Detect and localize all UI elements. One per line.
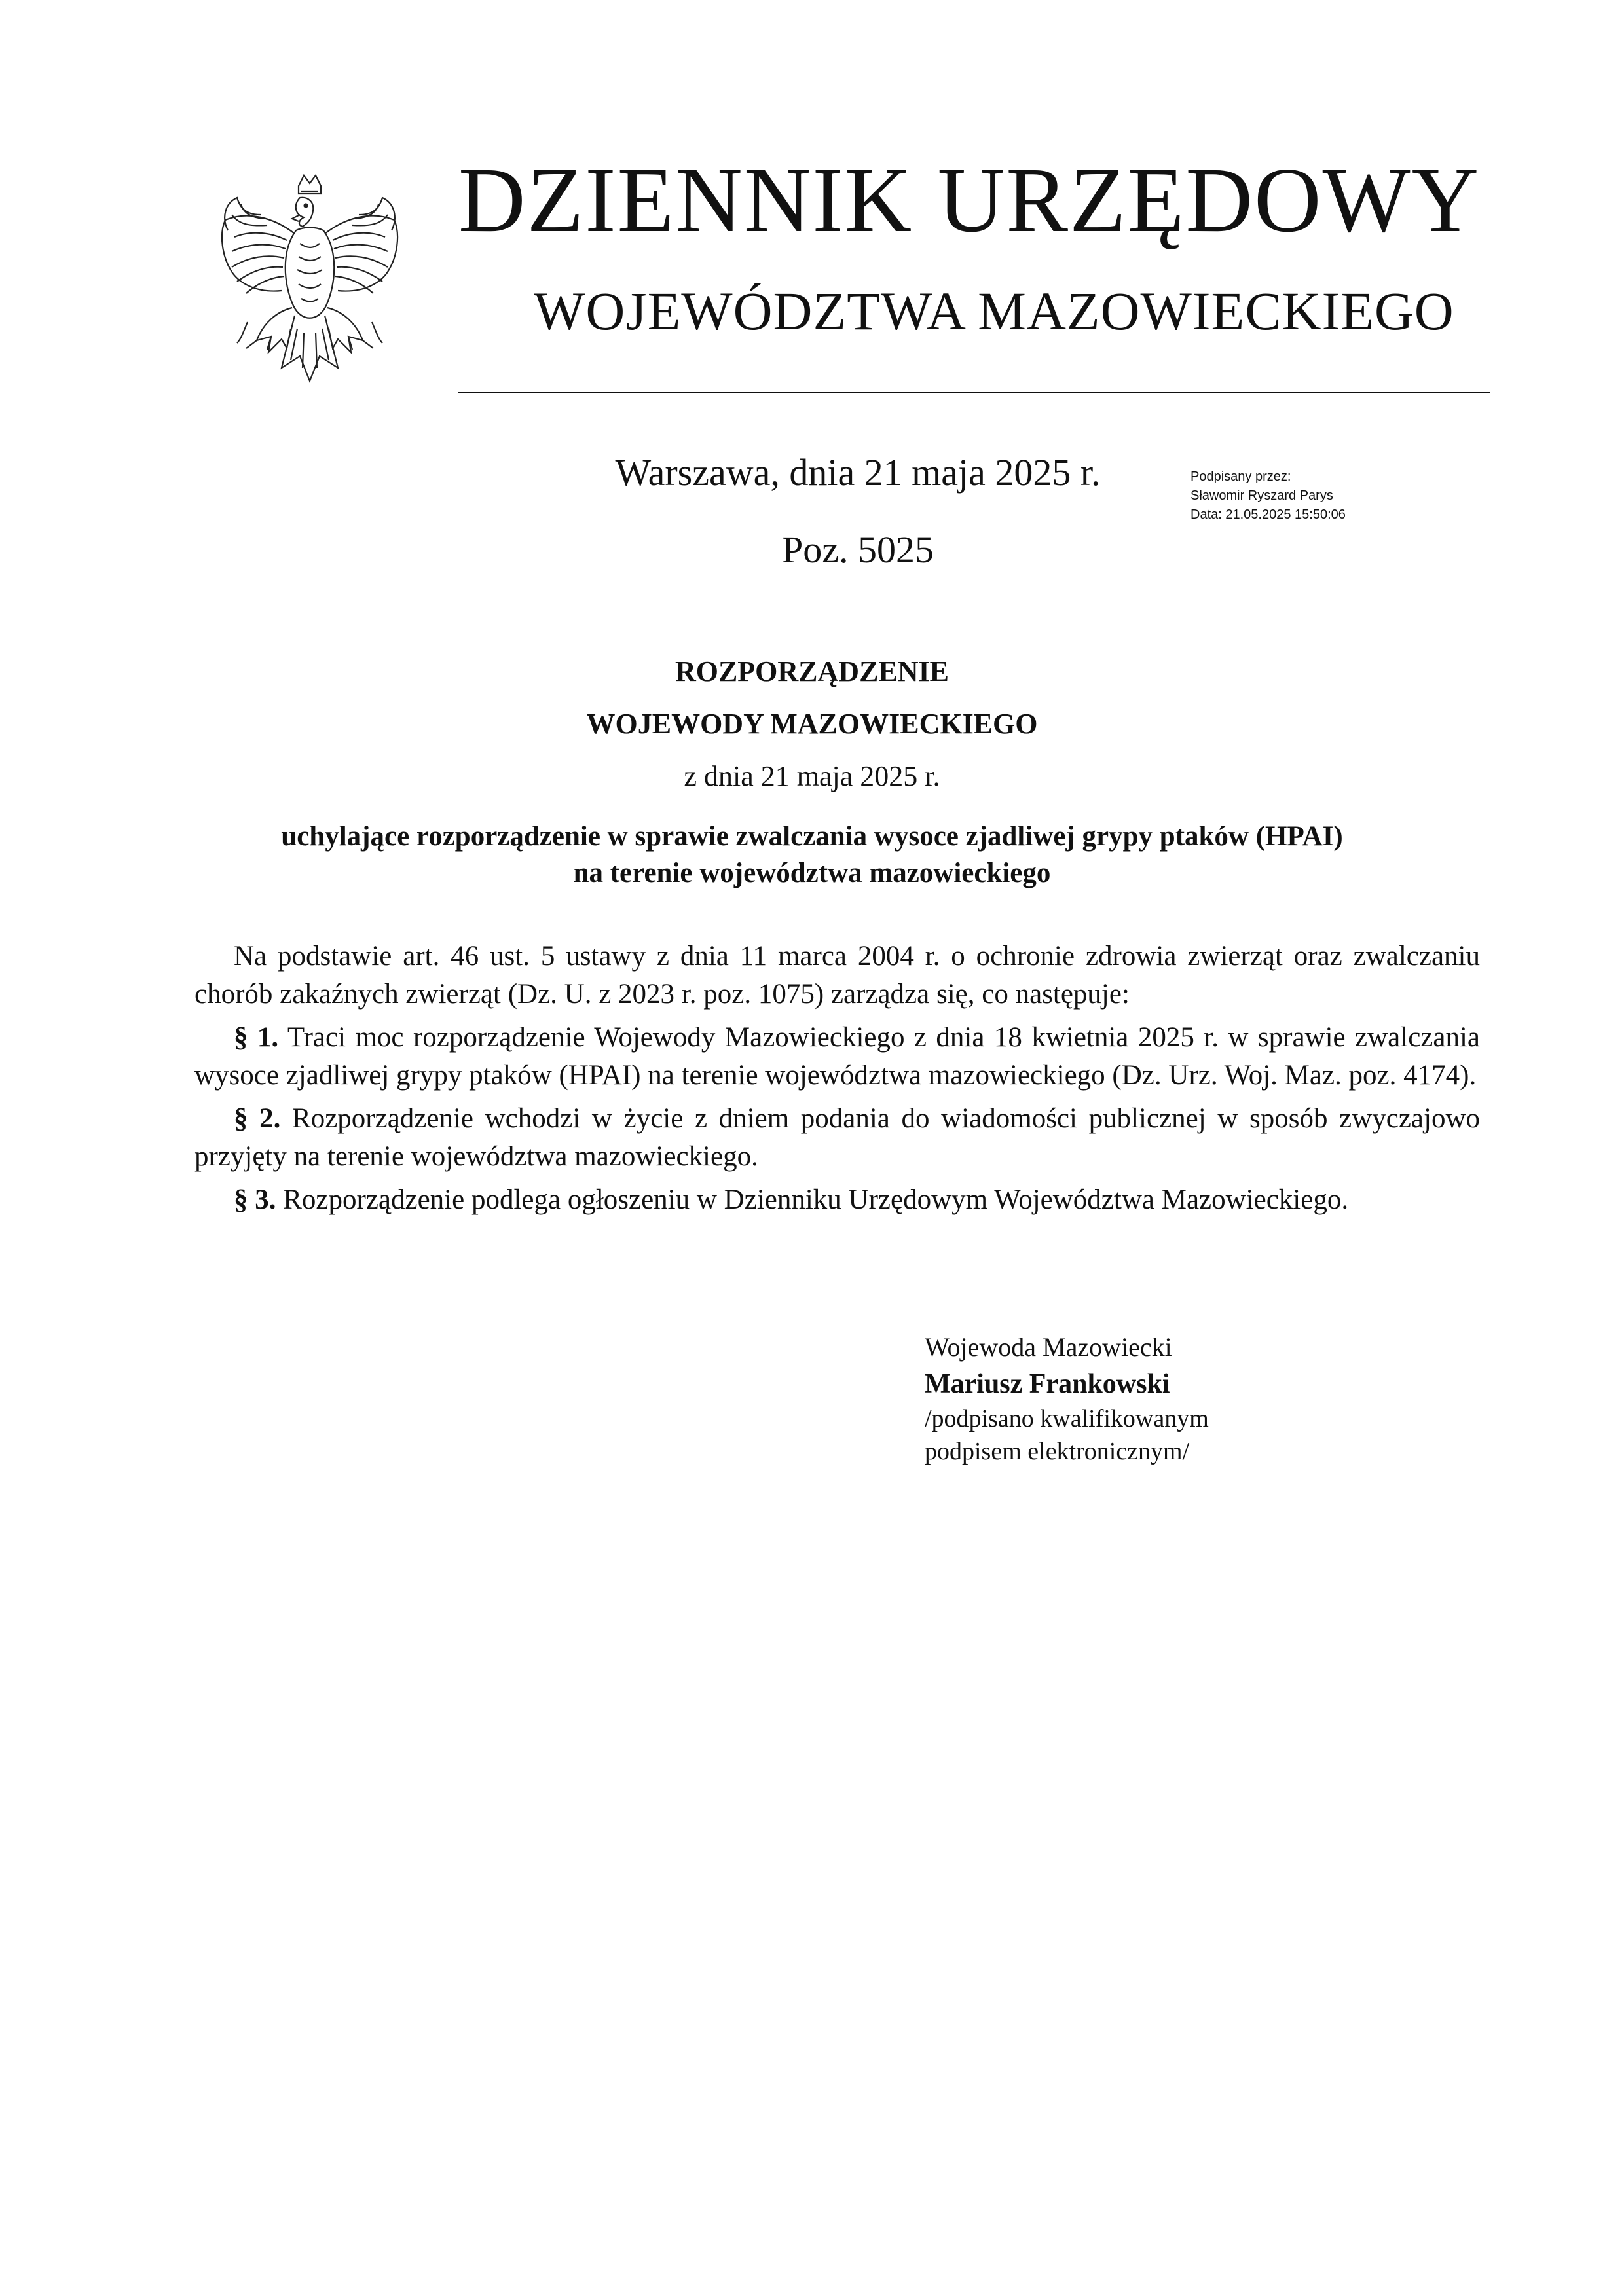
issue-city-date: Warszawa, dnia 21 maja 2025 r. — [615, 451, 1101, 494]
act-subject-line-2: na terenie województwa mazowieckiego — [573, 858, 1051, 888]
act-type-heading: ROZPORZĄDZENIE — [674, 655, 950, 687]
masthead-divider — [458, 392, 1490, 393]
section-2-text: Rozporządzenie wchodzi w życie z dniem podania do wiadomości publicznej w sposób zwyczajowo przyjęty na terenie województwa mazowieckiego. — [194, 1103, 1481, 1172]
section-3 — [194, 1181, 1480, 1219]
signature-stamp-label: Podpisany przez: — [1190, 469, 1291, 484]
section-2 — [194, 1100, 1480, 1176]
section-1-text: Traci moc rozporządzenie Wojewody Mazowieckiego z dnia 18 kwietnia 2025 r. w sprawie zwalczania wysoce zjadliwej grypy ptaków (HPAI) na terenie województwa mazowieckiego (Dz. Urz. Woj. Maz. poz. 4174). — [194, 1022, 1481, 1091]
section-3-text: Rozporządzenie podlega ogłoszeniu w Dzienniku Urzędowym Województwa Mazowieckiego. — [283, 1184, 1349, 1215]
issue-position: Poz. 5025 — [782, 528, 934, 571]
act-body — [194, 938, 1480, 1219]
signatory-name: Mariusz Frankowski — [925, 1369, 1170, 1399]
signatory-note-line-1: /podpisano kwalifikowanym — [925, 1405, 1209, 1432]
section-3-mark: § 3. — [234, 1184, 276, 1215]
signatory-block — [925, 1329, 1383, 1468]
section-1-mark: § 1. — [234, 1022, 279, 1053]
journal-subtitle: WOJEWÓDZTWA MAZOWIECKIEGO — [534, 281, 1454, 341]
signature-stamp-date: Data: 21.05.2025 15:50:06 — [1190, 507, 1346, 522]
signature-stamp-signer: Sławomir Ryszard Parys — [1190, 488, 1333, 503]
signatory-office: Wojewoda Mazowiecki — [925, 1332, 1172, 1362]
act-subject — [0, 818, 1624, 892]
section-1 — [194, 1019, 1480, 1095]
act-issuer-heading: WOJEWODY MAZOWIECKIEGO — [586, 708, 1038, 740]
preamble: Na podstawie art. 46 ust. 5 ustawy z dnia 11 marca 2004 r. o ochronie zdrowia zwierząt oraz zwalczaniu chorób zakaźnych zwierząt (Dz. U. z 2023 r. poz. 1075) zarządza się, co następuje: — [194, 941, 1480, 1010]
act-date: z dnia 21 maja 2025 r. — [684, 760, 940, 792]
section-2-mark: § 2. — [234, 1103, 281, 1134]
signature-stamp — [1190, 467, 1426, 524]
polish-eagle-emblem-icon — [208, 172, 411, 397]
journal-title: DZIENNIK URZĘDOWY — [458, 148, 1481, 251]
act-subject-line-1: uchylające rozporządzenie w sprawie zwalczania wysoce zjadliwej grypy ptaków (HPAI) — [281, 821, 1343, 852]
signatory-note-line-2: podpisem elektronicznym/ — [925, 1438, 1190, 1465]
